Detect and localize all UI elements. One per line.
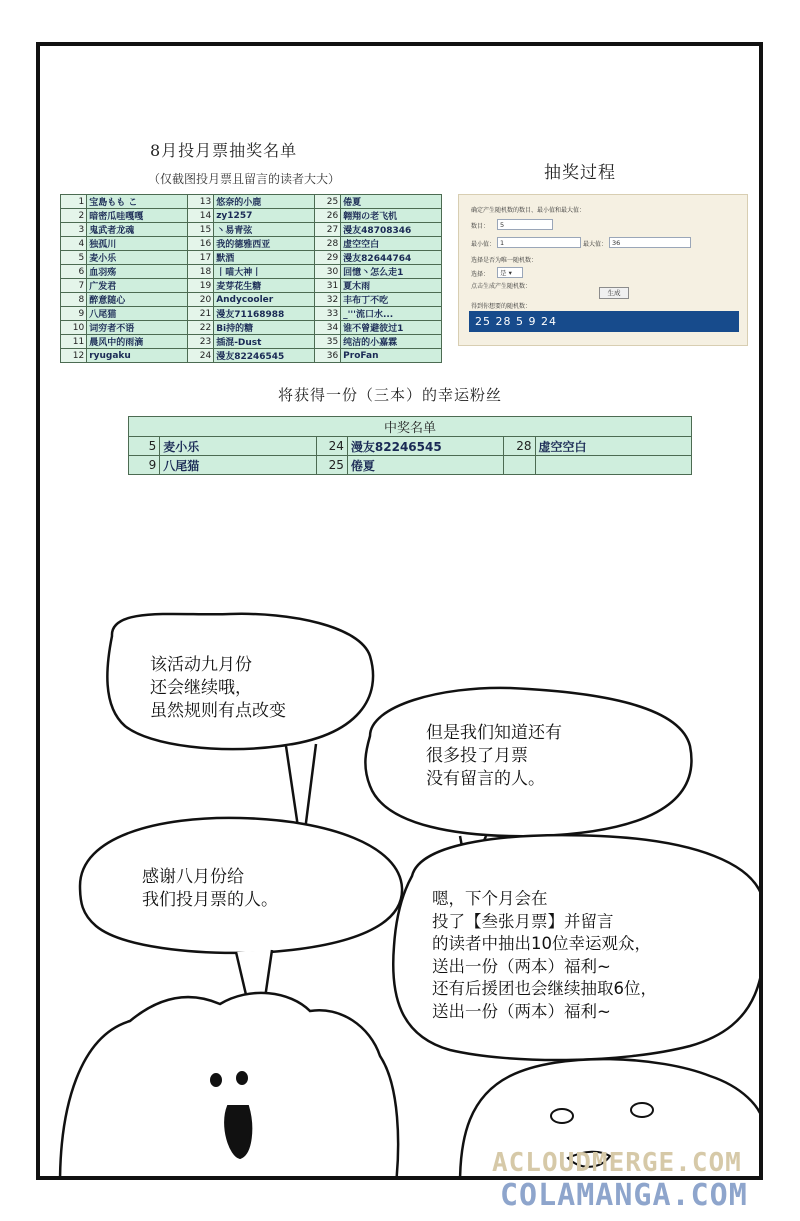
entry-number: 29 <box>314 251 340 265</box>
unique-select[interactable]: 是 ▾ <box>497 267 523 278</box>
min-label: 最小值： <box>471 241 496 248</box>
bubble-1-text: 该活动九月份 还会继续哦， 虽然规则有点改变 <box>150 655 286 721</box>
entry-name: 丨喵大神丨 <box>214 265 315 279</box>
entry-name: 悠奈的小鹿 <box>214 195 315 209</box>
comic-panel <box>36 42 763 1180</box>
entry-name: 回憶丶怎么走1 <box>341 265 442 279</box>
lion-eye-right <box>237 1072 247 1084</box>
min-input[interactable]: 1 <box>497 237 581 248</box>
entry-name: 麦芽花生糖 <box>214 279 315 293</box>
entry-name: 醉意随心 <box>87 293 188 307</box>
watermark-colamanga: COLAMANGA.COM <box>500 1178 748 1213</box>
entry-name: Andycooler <box>214 293 315 307</box>
page-subtitle: （仅截图投月票且留言的读者大大） <box>148 172 341 186</box>
entry-number: 3 <box>61 223 87 237</box>
entry-name: 丶易青弦 <box>214 223 315 237</box>
max-input[interactable]: 36 <box>609 237 691 248</box>
entry-name: 独孤川 <box>87 237 188 251</box>
bear-eye-left <box>551 1109 573 1123</box>
bubble-4-text: 嗯，下个月会在 投了【叁张月票】并留言 的读者中抽出10位幸运观众， 送出一份（两本）福利~ 还有后援团也会继续抽取6位， 送出一份（两本）福利~ <box>432 889 657 1021</box>
entry-number: 17 <box>187 251 213 265</box>
max-label: 最大值： <box>583 241 608 248</box>
click-label: 点击生成产生随机数： <box>471 283 532 290</box>
entry-number: 14 <box>187 209 213 223</box>
entry-name: 晨风中的雨滴 <box>87 335 188 349</box>
page-title: 8月投月票抽奖名单 <box>150 141 298 160</box>
winner-name: 漫友82246545 <box>347 437 503 456</box>
entry-number: 11 <box>61 335 87 349</box>
entry-number: 26 <box>314 209 340 223</box>
entry-number: 8 <box>61 293 87 307</box>
result-label: 得到你想要的随机数： <box>471 303 532 310</box>
winner-name: 八尾猫 <box>160 456 316 475</box>
entry-name: 漫友82246545 <box>214 349 315 363</box>
entry-number: 21 <box>187 307 213 321</box>
entry-name: 血羽殇 <box>87 265 188 279</box>
select-label: 选择： <box>471 271 490 278</box>
entry-number: 6 <box>61 265 87 279</box>
entry-number: 5 <box>61 251 87 265</box>
entry-number: 32 <box>314 293 340 307</box>
entry-number: 33 <box>314 307 340 321</box>
entry-name: 翱翔の老飞机 <box>341 209 442 223</box>
entry-number: 9 <box>61 307 87 321</box>
entry-name: 八尾猫 <box>87 307 188 321</box>
count-label: 数目： <box>471 223 490 230</box>
entry-number: 7 <box>61 279 87 293</box>
entry-number: 34 <box>314 321 340 335</box>
entry-number: 27 <box>314 223 340 237</box>
lion-eye-left <box>211 1074 221 1086</box>
entry-name: 漫友71168988 <box>214 307 315 321</box>
winner-name: 虚空空白 <box>535 437 691 456</box>
winner-number: 28 <box>504 437 535 456</box>
lucky-fans-title: 将获得一份（三本）的幸运粉丝 <box>278 386 503 404</box>
winner-number: 24 <box>316 437 347 456</box>
entry-name: Bi持的糖 <box>214 321 315 335</box>
entry-name: 暗密瓜哇嘎嘎 <box>87 209 188 223</box>
entry-name: 夏木雨 <box>341 279 442 293</box>
entry-number: 30 <box>314 265 340 279</box>
entry-name: 插混-Dust <box>214 335 315 349</box>
entry-name: _'''流口水... <box>341 307 442 321</box>
entry-number: 19 <box>187 279 213 293</box>
winners-header: 中奖名单 <box>129 417 692 437</box>
entry-number: 4 <box>61 237 87 251</box>
generate-button[interactable]: 生成 <box>599 287 629 299</box>
entry-number: 16 <box>187 237 213 251</box>
panel-intro: 确定产生随机数的数目、最小值和最大值： <box>471 207 586 214</box>
entry-name: 广发君 <box>87 279 188 293</box>
entry-number: 10 <box>61 321 87 335</box>
entry-number: 12 <box>61 349 87 363</box>
entry-name: 倦夏 <box>341 195 442 209</box>
entry-name: 丰布丁不吃 <box>341 293 442 307</box>
entry-number: 20 <box>187 293 213 307</box>
winner-name: 麦小乐 <box>160 437 316 456</box>
entry-number: 23 <box>187 335 213 349</box>
entry-number: 2 <box>61 209 87 223</box>
entry-number: 24 <box>187 349 213 363</box>
entry-number: 25 <box>314 195 340 209</box>
entry-number: 35 <box>314 335 340 349</box>
entry-name: 词穷者不语 <box>87 321 188 335</box>
entry-name: 虚空空白 <box>341 237 442 251</box>
unique-label: 选择是否为唯一随机数： <box>471 257 538 264</box>
entry-number: 15 <box>187 223 213 237</box>
entry-name: ryugaku <box>87 349 188 363</box>
bubble-3-text: 感谢八月份给 我们投月票的人。 <box>142 867 278 910</box>
watermark-acloudmerge: ACLOUDMERGE.COM <box>492 1148 742 1178</box>
entry-name: 漫友48708346 <box>341 223 442 237</box>
entry-number: 1 <box>61 195 87 209</box>
entry-number: 36 <box>314 349 340 363</box>
entry-name: 默酒 <box>214 251 315 265</box>
winner-name: 倦夏 <box>347 456 503 475</box>
entry-name: 麦小乐 <box>87 251 188 265</box>
entry-name: 漫友82644764 <box>341 251 442 265</box>
entry-number: 18 <box>187 265 213 279</box>
entry-name: 我的德雅西亚 <box>214 237 315 251</box>
entry-number: 31 <box>314 279 340 293</box>
entry-name: ProFan <box>341 349 442 363</box>
winner-number: 9 <box>129 456 160 475</box>
winner-number: 25 <box>316 456 347 475</box>
bubble-2-text: 但是我们知道还有 很多投了月票 没有留言的人。 <box>426 723 562 789</box>
entry-name: 纯洁的小嘉霖 <box>341 335 442 349</box>
entry-number: 13 <box>187 195 213 209</box>
entry-name: 谁不曾避彼过1 <box>341 321 442 335</box>
entry-number: 22 <box>187 321 213 335</box>
result-output: 25 28 5 9 24 <box>469 311 739 332</box>
entry-number: 28 <box>314 237 340 251</box>
entry-name: zy1257 <box>214 209 315 223</box>
bear-eye-right <box>631 1103 653 1117</box>
count-input[interactable]: 5 <box>497 219 553 230</box>
entry-name: 鬼武者龙魂 <box>87 223 188 237</box>
lion-character <box>60 993 398 1180</box>
winner-number: 5 <box>129 437 160 456</box>
entry-name: 宝島もも こ <box>87 195 188 209</box>
process-title: 抽奖过程 <box>544 163 616 183</box>
